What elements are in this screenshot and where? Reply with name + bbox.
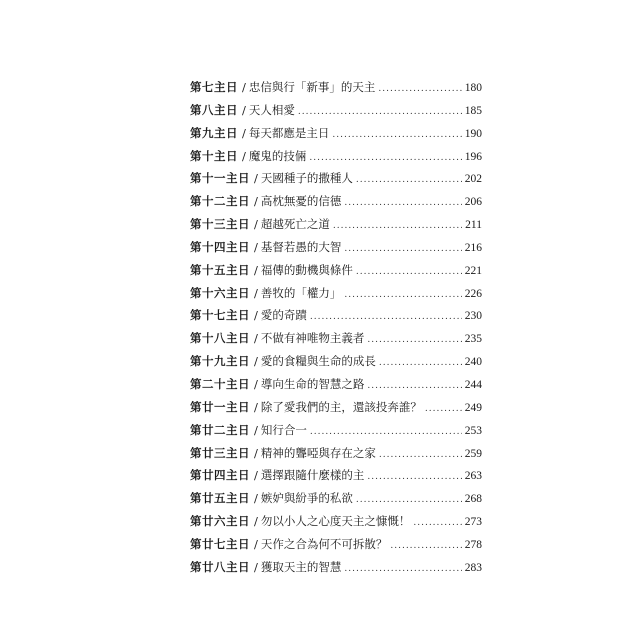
toc-entry-separator: / [254, 308, 258, 323]
toc-entry-separator: / [242, 102, 246, 117]
toc-entry-day: 第廿四主日 [190, 468, 250, 483]
toc-entry-page-number: 202 [464, 173, 482, 186]
toc-entry-title: 愛的食糧與生命的成長 [260, 354, 376, 369]
toc-entry-day: 第十二主日 [190, 194, 250, 209]
toc-entry-day: 第七主日 [190, 80, 238, 94]
toc-entry-separator: / [254, 285, 258, 300]
toc-entry-separator: / [254, 536, 258, 551]
toc-entry-page-number: 240 [464, 356, 482, 369]
toc-entry-title: 獲取天主的智慧 [260, 559, 342, 574]
dot-leader [344, 192, 461, 215]
toc-entry-day: 第廿八主日 [190, 559, 250, 574]
toc-entry-page-number: 196 [464, 150, 482, 163]
toc-entry-day: 第廿二主日 [190, 422, 250, 437]
dot-leader [333, 215, 462, 238]
toc-entry-page-number: 259 [464, 447, 482, 460]
toc-entry-page-number: 235 [464, 333, 482, 346]
toc-entry-page-number: 253 [464, 424, 482, 437]
toc-entry-title: 福傳的動機與條件 [260, 262, 353, 277]
toc-entry-title: 忠信與行「新事」的天主 [248, 80, 376, 94]
toc-entry-separator: / [254, 399, 258, 414]
toc-entry [190, 487, 482, 510]
dot-leader [356, 261, 462, 284]
toc-entry-page-number: 180 [464, 82, 482, 94]
toc-entry-separator: / [254, 171, 258, 186]
dot-leader [344, 284, 461, 307]
toc-entry-separator: / [254, 559, 258, 574]
toc-entry-separator: / [254, 468, 258, 483]
toc-entry-page-number: 206 [464, 196, 482, 209]
toc-entry-title: 超越死亡之道 [260, 217, 330, 232]
toc-entry-separator: / [242, 80, 246, 94]
toc-entry-day: 第八主日 [190, 102, 238, 117]
toc-entry-title: 天國種子的撒種人 [260, 171, 353, 186]
toc-entry-separator: / [254, 491, 258, 506]
toc-entry-day: 第十九主日 [190, 354, 250, 369]
toc-entry [190, 190, 482, 213]
toc-entry-separator: / [254, 262, 258, 277]
toc-entry [190, 510, 482, 533]
dot-leader [332, 124, 461, 147]
toc-entry-separator: / [242, 148, 246, 163]
toc-entry-page-number: 230 [464, 310, 482, 323]
toc-entry-page-number: 226 [464, 287, 482, 300]
toc-entry-title: 除了愛我們的主，還該投奔誰？ [260, 399, 422, 414]
dot-leader [344, 238, 461, 261]
dot-leader [379, 444, 462, 467]
toc-entry-title: 精神的聾啞與存在之家 [260, 445, 376, 460]
toc-entry-day: 第十四主日 [190, 239, 250, 254]
dot-leader [425, 398, 462, 421]
table-of-contents [190, 76, 482, 579]
toc-entry-separator: / [254, 239, 258, 254]
dot-leader [379, 352, 462, 375]
toc-entry-day: 第十六主日 [190, 285, 250, 300]
dot-leader [309, 147, 461, 170]
toc-entry [190, 350, 482, 373]
toc-entry-page-number: 190 [464, 127, 482, 140]
toc-entry-title: 魔鬼的技倆 [248, 148, 307, 163]
toc-entry-page-number: 249 [464, 401, 482, 414]
toc-entry-day: 第廿七主日 [190, 536, 250, 551]
toc-entry-separator: / [254, 194, 258, 209]
dot-leader [390, 535, 461, 558]
toc-entry-day: 第廿六主日 [190, 514, 250, 529]
toc-entry [190, 76, 482, 99]
toc-entry-page-number: 273 [464, 516, 482, 529]
dot-leader [367, 466, 461, 489]
toc-entry-day: 第九主日 [190, 125, 238, 140]
toc-entry-title: 不做有神唯物主義者 [260, 331, 365, 346]
toc-entry-title: 基督若愚的大智 [260, 239, 342, 254]
toc-entry-day: 第十三主日 [190, 217, 250, 232]
dot-leader [367, 329, 461, 352]
toc-entry [190, 167, 482, 190]
toc-entry [190, 213, 482, 236]
toc-entry-separator: / [254, 217, 258, 232]
toc-entry-page-number: 216 [464, 241, 482, 254]
toc-entry [190, 464, 482, 487]
toc-entry-title: 導向生命的智慧之路 [260, 376, 365, 391]
toc-entry-page-number: 278 [464, 538, 482, 551]
toc-entry [190, 327, 482, 350]
toc-entry [190, 99, 482, 122]
toc-entry-day: 第十一主日 [190, 171, 250, 186]
toc-entry-page-number: 221 [464, 264, 482, 277]
toc-entry-page-number: 244 [464, 378, 482, 391]
toc-entry-title: 嫉妒與紛爭的私欲 [260, 491, 353, 506]
toc-entry-title: 選擇跟隨什麼樣的主 [260, 468, 365, 483]
dot-leader [378, 78, 461, 101]
dot-leader [310, 306, 462, 329]
toc-entry-day: 第十主日 [190, 148, 238, 163]
toc-entry [190, 396, 482, 419]
toc-entry-day: 第廿五主日 [190, 491, 250, 506]
toc-entry-separator: / [242, 125, 246, 140]
toc-entry [190, 533, 482, 556]
toc-entry-separator: / [254, 422, 258, 437]
toc-entry-day: 第十八主日 [190, 331, 250, 346]
toc-entry-title: 高枕無憂的信德 [260, 194, 342, 209]
dot-leader [356, 489, 462, 512]
toc-entry-page-number: 211 [465, 219, 482, 232]
toc-entry [190, 304, 482, 327]
toc-entry-page-number: 185 [464, 104, 482, 117]
toc-entry [190, 122, 482, 145]
toc-entry [190, 259, 482, 282]
toc-entry [190, 145, 482, 168]
toc-entry-title: 勿以小人之心度天主之慷慨！ [260, 514, 411, 529]
toc-entry-title: 愛的奇蹟 [260, 308, 307, 323]
toc-entry [190, 556, 482, 579]
toc-entry [190, 282, 482, 305]
toc-entry-title: 天作之合為何不可拆散？ [260, 536, 388, 551]
toc-entry-separator: / [254, 354, 258, 369]
toc-entry-separator: / [254, 331, 258, 346]
toc-entry [190, 419, 482, 442]
toc-entry-day: 第廿三主日 [190, 445, 250, 460]
toc-entry-page-number: 263 [464, 470, 482, 483]
dot-leader [367, 375, 461, 398]
toc-entry-day: 第十五主日 [190, 262, 250, 277]
toc-entry [190, 442, 482, 465]
dot-leader [310, 421, 462, 444]
toc-entry-separator: / [254, 514, 258, 529]
toc-entry-page-number: 268 [464, 493, 482, 506]
dot-leader [298, 101, 462, 124]
toc-entry [190, 373, 482, 396]
toc-entry-title: 天人相愛 [248, 102, 295, 117]
toc-entry-title: 善牧的「權力」 [260, 285, 342, 300]
toc-entry-day: 第二十主日 [190, 376, 250, 391]
toc-entry-day: 第廿一主日 [190, 399, 250, 414]
toc-entry-title: 每天都應是主日 [248, 125, 330, 140]
toc-entry-separator: / [254, 445, 258, 460]
toc-entry-day: 第十七主日 [190, 308, 250, 323]
dot-leader [344, 558, 461, 581]
toc-entry [190, 236, 482, 259]
dot-leader [356, 169, 462, 192]
dot-leader [413, 512, 461, 535]
toc-entry-separator: / [254, 376, 258, 391]
toc-entry-title: 知行合一 [260, 422, 307, 437]
toc-entry-page-number: 283 [464, 561, 482, 574]
